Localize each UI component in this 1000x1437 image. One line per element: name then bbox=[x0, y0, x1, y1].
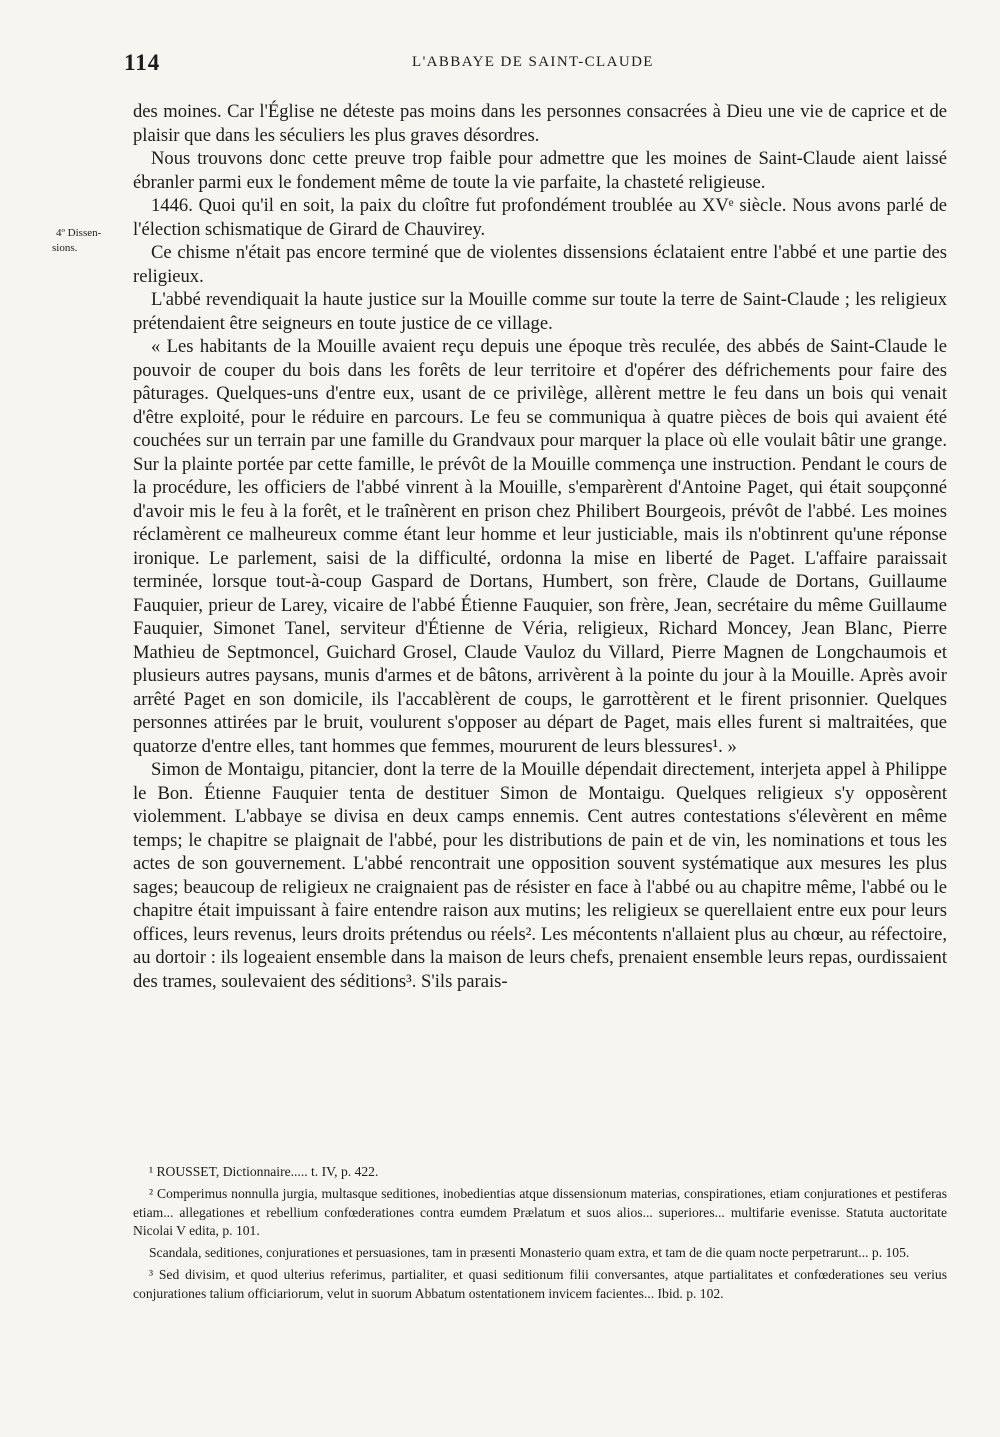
footnotes bbox=[133, 1163, 947, 1307]
margin-note-line: 4º Dissen- bbox=[56, 227, 102, 239]
footnote: Scandala, seditiones, conjurationes et persuasiones, tam in præsenti Monasterio quam extra, et tam de die quam nocte perpetrarunt... p. 105. bbox=[149, 1245, 910, 1261]
page-number: 114 bbox=[124, 50, 161, 75]
footnote: ³ Sed divisim, et quod ulterius referimus, partialiter, et quasi seditionum filii conversantes, atque partialitates et confœderationes seu verius conjurationes talium officiariorum, velut in suorum Abbatum ostentationem invicem facientes... Ibid. p. 102. bbox=[133, 1267, 947, 1301]
paragraph: 1446. Quoi qu'il en soit, la paix du cloître fut profondément troublée au XVᵉ siècle. Nous avons parlé de l'élection schismatique de Girard de Chauvirey. bbox=[133, 195, 947, 240]
paragraph: Ce chisme n'était pas encore terminé que de violentes dissensions éclataient entre l'abbé et une partie des religieux. bbox=[133, 242, 947, 287]
footnote: ¹ ROUSSET, Dictionnaire..... t. IV, p. 422. bbox=[149, 1164, 379, 1179]
footnote: ² Comperimus nonnulla jurgia, multasque seditiones, inobedientias atque dissensionum materias, conspirationes, etiam conjurationes et pestiferas etiam... allegationes et rebellium confœderationes contra eumdem Prælatum et suos alios... superiores... multifarie evenisse. Statuta auctoritate Nicolai V edita, p. 101. bbox=[133, 1186, 947, 1238]
margin-note-line: sions. bbox=[52, 242, 78, 254]
paragraph: Nous trouvons donc cette preuve trop faible pour admettre que les moines de Saint-Claude aient laissé ébranler parmi eux le fondement même de toute la vie parfaite, la chasteté religieuse. bbox=[133, 148, 947, 193]
paragraph: Simon de Montaigu, pitancier, dont la terre de la Mouille dépendait directement, interjeta appel à Philippe le Bon. Étienne Fauquier tenta de destituer Simon de Montaigu. Quelques religieux s'y opposèrent violemment. L'abbaye se divisa en deux camps ennemis. Cent autres contestations s'élevèrent en même temps; le chapitre se plaignait de l'abbé, pour les distributions de pain et de vin, les nominations et tous les actes de son gouvernement. L'abbé rencontrait une opposition souvent systématique aux mesures les plus sages; beaucoup de religieux ne craignaient pas de résister en face à l'abbé ou au chapitre même, l'abbé ou le chapitre était impuissant à faire entendre raison aux mutins; les religieux se querellaient entre eux pour leurs offices, leurs revenus, leurs droits prétendus ou réels². Les mécontents n'allaient plus au chœur, au réfectoire, au dortoir : ils logeaient ensemble dans la maison de leurs chefs, prenaient ensemble leurs repas, ourdissaient des trames, soulevaient des séditions³. S'ils parais- bbox=[133, 759, 947, 992]
page-header bbox=[122, 50, 944, 80]
running-title: L'ABBAYE DE SAINT-CLAUDE bbox=[412, 54, 654, 70]
paragraph: des moines. Car l'Église ne déteste pas moins dans les personnes consacrées à Dieu une vie de caprice et de plaisir que dans les séculiers les plus graves désordres. bbox=[133, 101, 947, 146]
paragraph: « Les habitants de la Mouille avaient reçu depuis une époque très reculée, des abbés de Saint-Claude le pouvoir de couper du bois dans les forêts de leur territoire et d'opérer des défrichements pour faire des pâturages. Quelques-uns d'entre eux, usant de ce privilège, allèrent mettre le feu dans un bois qui venait d'être exploité, pour le réduire en parcours. Le feu se communiqua à quatre pièces de bois qui avaient été couchées sur un terrain par une famille du Grandvaux pour marquer la place où elle voulait bâtir une grange. Sur la plainte portée par cette famille, le prévôt de la Mouille commença une instruction. Pendant le cours de la procédure, les officiers de l'abbé vinrent à la Mouille, s'emparèrent d'Antoine Paget, qui était soupçonné d'avoir mis le feu à la forêt, et le traînèrent en prison chez Philibert Bourgeois, prévôt de l'abbé. Les moines réclamèrent ce malheureux comme étant leur homme et leur justiciable, mais ils n'obtinrent qu'une réponse ironique. Le parlement, saisi de la difficulté, ordonna la mise en liberté de Paget. L'affaire paraissait terminée, lorsque tout-à-coup Gaspard de Dortans, Humbert, son frère, Claude de Dortans, Guillaume Fauquier, prieur de Larey, vicaire de l'abbé Étienne Fauquier, son frère, Jean, secrétaire du même Guillaume Fauquier, Simonet Tanel, serviteur d'Étienne de Véria, religieux, Richard Moncey, Jean Blanc, Pierre Mathieu de Septmoncel, Guichard Grosel, Claude Vauloz du Villard, Pierre Magnen de Longchaumois et plusieurs autres paysans, munis d'armes et de bâtons, arrivèrent à la pointe du jour à la Mouille. Après avoir arrêté Paget en son domicile, ils l'accablèrent de coups, le garrottèrent et le firent prisonnier. Quelques personnes attirées par le bruit, voulurent s'opposer au départ de Paget, mais elles furent si maltraitées, que quatorze d'entre elles, tant hommes que femmes, moururent de leurs blessures¹. » bbox=[133, 336, 947, 757]
margin-note bbox=[52, 226, 130, 256]
body-text bbox=[133, 100, 947, 993]
paragraph: L'abbé revendiquait la haute justice sur la Mouille comme sur toute la terre de Saint-Claude ; les religieux prétendaient être seigneurs en toute justice de ce village. bbox=[133, 289, 947, 334]
